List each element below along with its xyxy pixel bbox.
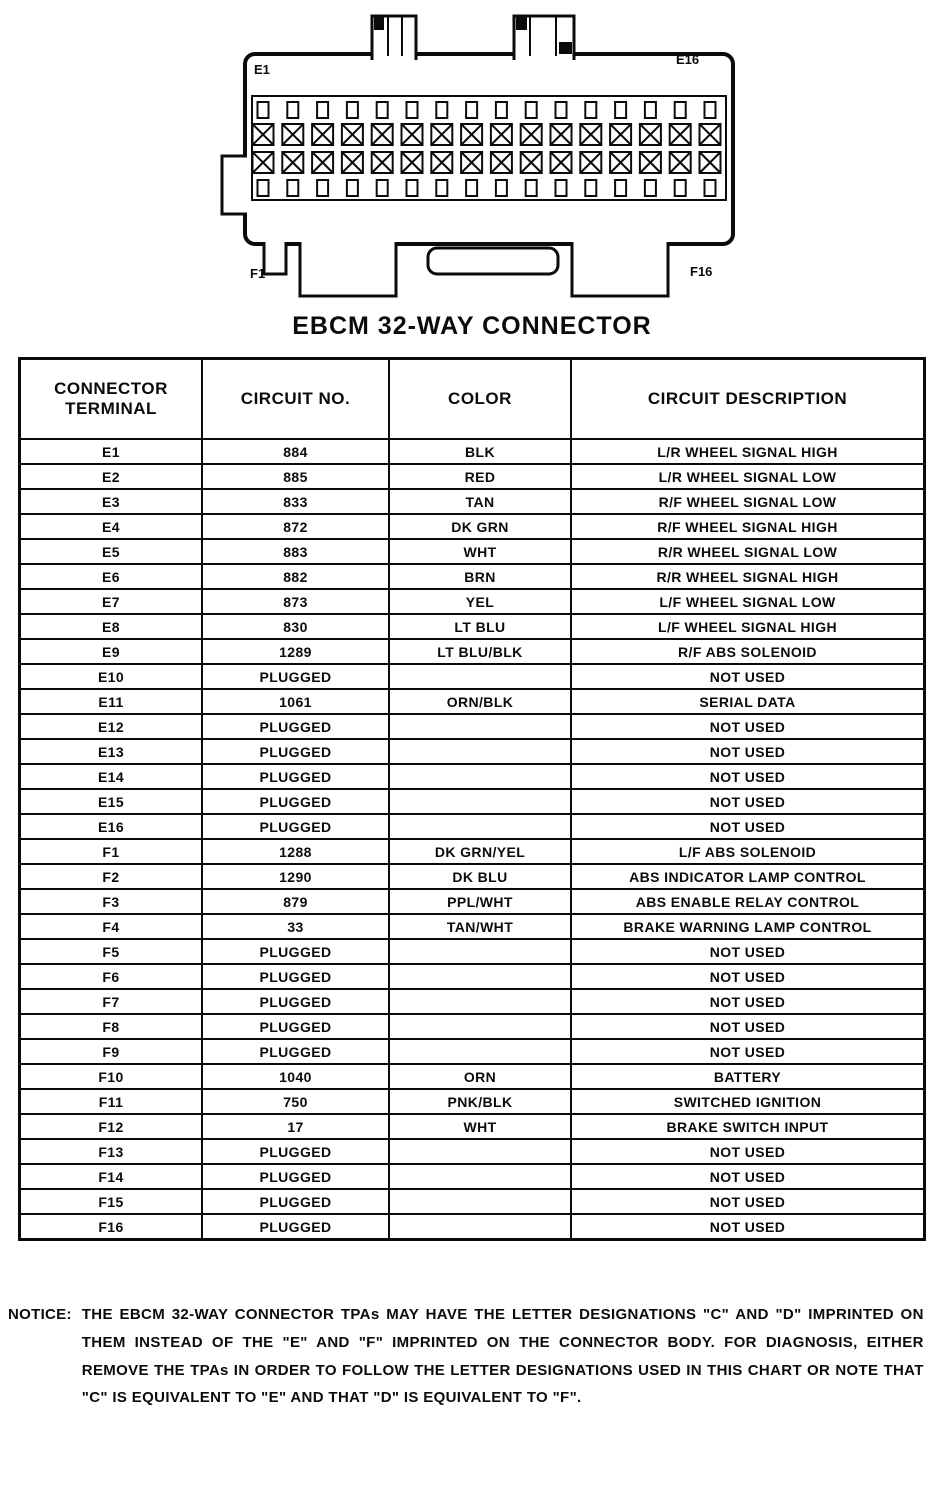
cell-circuit-no: PLUGGED (202, 1164, 389, 1189)
cell-color: RED (389, 464, 571, 489)
cell-color: TAN/WHT (389, 914, 571, 939)
table-row (20, 614, 925, 639)
cell-description: SWITCHED IGNITION (571, 1089, 925, 1114)
pin-slot-icon (436, 180, 447, 196)
cell-terminal: F10 (20, 1064, 203, 1089)
cell-description: NOT USED (571, 964, 925, 989)
cell-terminal: F2 (20, 864, 203, 889)
cell-color: TAN (389, 489, 571, 514)
table-row (20, 839, 925, 864)
cell-terminal: F4 (20, 914, 203, 939)
cell-terminal: E7 (20, 589, 203, 614)
cell-terminal: E2 (20, 464, 203, 489)
cell-color: BRN (389, 564, 571, 589)
cell-description: L/F WHEEL SIGNAL HIGH (571, 614, 925, 639)
pin-slot-icon (526, 180, 537, 196)
cell-description: BRAKE SWITCH INPUT (571, 1114, 925, 1139)
pin-slot-icon (705, 180, 716, 196)
table-row (20, 889, 925, 914)
connector-diagram (0, 6, 944, 308)
cell-description: NOT USED (571, 989, 925, 1014)
connector-label-e1: E1 (254, 62, 270, 77)
table-row (20, 1214, 925, 1240)
pin-slot-icon (407, 180, 418, 196)
cell-color (389, 1164, 571, 1189)
table-row (20, 689, 925, 714)
pin-slot-icon (496, 180, 507, 196)
pin-slot-icon (347, 102, 358, 118)
cell-circuit-no: 1061 (202, 689, 389, 714)
pin-slot-icon (556, 180, 567, 196)
table-row (20, 1039, 925, 1064)
pin-slot-icon (645, 180, 656, 196)
cell-description: NOT USED (571, 1164, 925, 1189)
table-row (20, 1064, 925, 1089)
cell-terminal: E1 (20, 439, 203, 464)
cell-color (389, 1214, 571, 1240)
pinout-table-body (20, 439, 925, 1240)
cell-circuit-no: 1288 (202, 839, 389, 864)
cell-terminal: F14 (20, 1164, 203, 1189)
cell-terminal: E6 (20, 564, 203, 589)
cell-description: NOT USED (571, 789, 925, 814)
cell-circuit-no: 17 (202, 1114, 389, 1139)
header-color: COLOR (389, 359, 571, 440)
cell-terminal: F16 (20, 1214, 203, 1240)
cell-terminal: E16 (20, 814, 203, 839)
cell-terminal: E12 (20, 714, 203, 739)
cell-description: R/R WHEEL SIGNAL LOW (571, 539, 925, 564)
pin-slot-icon (377, 102, 388, 118)
cell-color: PNK/BLK (389, 1089, 571, 1114)
cell-color: DK GRN/YEL (389, 839, 571, 864)
cell-terminal: F9 (20, 1039, 203, 1064)
cell-description: BATTERY (571, 1064, 925, 1089)
table-row (20, 939, 925, 964)
cell-description: NOT USED (571, 814, 925, 839)
pin-slot-icon (556, 102, 567, 118)
cell-circuit-no: 33 (202, 914, 389, 939)
table-row (20, 914, 925, 939)
cell-color (389, 1189, 571, 1214)
cell-terminal: F6 (20, 964, 203, 989)
table-row (20, 1114, 925, 1139)
cell-description: R/R WHEEL SIGNAL HIGH (571, 564, 925, 589)
left-bracket (222, 156, 247, 214)
cell-terminal: F8 (20, 1014, 203, 1039)
cell-color: WHT (389, 1114, 571, 1139)
top-tab-2-lock (516, 16, 527, 30)
cell-terminal: F15 (20, 1189, 203, 1214)
cell-terminal: F12 (20, 1114, 203, 1139)
cell-terminal: E14 (20, 764, 203, 789)
pin-slot-icon (645, 102, 656, 118)
cell-description: R/F ABS SOLENOID (571, 639, 925, 664)
cell-circuit-no: 1290 (202, 864, 389, 889)
cell-description: NOT USED (571, 664, 925, 689)
cell-terminal: E15 (20, 789, 203, 814)
cell-description: NOT USED (571, 1189, 925, 1214)
cell-circuit-no: 882 (202, 564, 389, 589)
cell-circuit-no: PLUGGED (202, 1139, 389, 1164)
cell-color (389, 714, 571, 739)
cell-circuit-no: 885 (202, 464, 389, 489)
cell-circuit-no: 883 (202, 539, 389, 564)
cell-color: DK BLU (389, 864, 571, 889)
cell-terminal: E4 (20, 514, 203, 539)
pin-slot-icon (436, 102, 447, 118)
cell-circuit-no: 872 (202, 514, 389, 539)
cell-terminal: E13 (20, 739, 203, 764)
cell-color: WHT (389, 539, 571, 564)
bottom-center-slot (428, 248, 558, 274)
notice-section (8, 1301, 936, 1412)
cell-terminal: F5 (20, 939, 203, 964)
cell-color: BLK (389, 439, 571, 464)
table-row (20, 864, 925, 889)
notice-text: THE EBCM 32-WAY CONNECTOR TPAs MAY HAVE THE LETTER DESIGNATIONS "C" AND "D" IMPRINTED ON THEM INSTEAD OF THE "E" AND "F" IMPRINTED ON THE CONNECTOR BODY. FOR DIAGNOSIS, EITHER REMOVE THE TPAs IN ORDER TO FOLLOW THE LETTER DESIGNATIONS USED IN THIS CHART OR NOTE THAT "C" IS EQUIVALENT TO "E" AND THAT "D" IS EQUIVALENT TO "F". (81, 1306, 924, 1407)
table-row (20, 1089, 925, 1114)
cell-terminal: E10 (20, 664, 203, 689)
cell-circuit-no: 1040 (202, 1064, 389, 1089)
cell-color: LT BLU (389, 614, 571, 639)
pin-slot-icon (615, 102, 626, 118)
cell-circuit-no: PLUGGED (202, 1014, 389, 1039)
cell-circuit-no: 750 (202, 1089, 389, 1114)
connector-label-e16: E16 (676, 52, 700, 67)
cell-color: PPL/WHT (389, 889, 571, 914)
cell-color (389, 739, 571, 764)
pin-slot-icon (496, 102, 507, 118)
table-row (20, 1189, 925, 1214)
cell-circuit-no: PLUGGED (202, 714, 389, 739)
cell-color (389, 939, 571, 964)
bottom-tab-2 (572, 242, 668, 296)
cell-description: NOT USED (571, 939, 925, 964)
cell-circuit-no: PLUGGED (202, 664, 389, 689)
top-tab-1-lock (374, 16, 384, 30)
cell-description: SERIAL DATA (571, 689, 925, 714)
cell-color (389, 989, 571, 1014)
cell-description: NOT USED (571, 739, 925, 764)
table-row (20, 714, 925, 739)
pin-slot-icon (317, 180, 328, 196)
cell-color: YEL (389, 589, 571, 614)
table-row (20, 639, 925, 664)
cell-description: L/R WHEEL SIGNAL LOW (571, 464, 925, 489)
cell-color: ORN (389, 1064, 571, 1089)
table-row (20, 1164, 925, 1189)
cell-description: R/F WHEEL SIGNAL HIGH (571, 514, 925, 539)
cell-terminal: E8 (20, 614, 203, 639)
cell-circuit-no: 879 (202, 889, 389, 914)
pin-slot-icon (675, 180, 686, 196)
cell-terminal: E9 (20, 639, 203, 664)
cell-description: R/F WHEEL SIGNAL LOW (571, 489, 925, 514)
cell-terminal: E5 (20, 539, 203, 564)
table-row (20, 1014, 925, 1039)
cell-color (389, 814, 571, 839)
cell-circuit-no: PLUGGED (202, 964, 389, 989)
cell-terminal: F3 (20, 889, 203, 914)
table-row (20, 664, 925, 689)
cell-terminal: E3 (20, 489, 203, 514)
cell-circuit-no: PLUGGED (202, 1189, 389, 1214)
notice-label: NOTICE: (8, 1306, 72, 1323)
table-row (20, 1139, 925, 1164)
pin-slot-icon (466, 102, 477, 118)
header-circuit-no: CIRCUIT NO. (202, 359, 389, 440)
pin-array (253, 102, 721, 196)
cell-description: L/R WHEEL SIGNAL HIGH (571, 439, 925, 464)
connector-body-outline (245, 54, 733, 244)
table-row (20, 489, 925, 514)
table-row (20, 789, 925, 814)
table-row (20, 514, 925, 539)
cell-terminal: F13 (20, 1139, 203, 1164)
cell-terminal: F11 (20, 1089, 203, 1114)
bottom-notch-left (264, 242, 286, 274)
cell-description: NOT USED (571, 714, 925, 739)
cell-color: LT BLU/BLK (389, 639, 571, 664)
cell-description: NOT USED (571, 1014, 925, 1039)
cell-color (389, 1039, 571, 1064)
cell-description: NOT USED (571, 1139, 925, 1164)
pin-slot-icon (287, 102, 298, 118)
table-row (20, 589, 925, 614)
cell-description: BRAKE WARNING LAMP CONTROL (571, 914, 925, 939)
table-row (20, 964, 925, 989)
cell-terminal: E11 (20, 689, 203, 714)
pin-slot-icon (466, 180, 477, 196)
cell-terminal: F7 (20, 989, 203, 1014)
table-row (20, 739, 925, 764)
cell-circuit-no: 830 (202, 614, 389, 639)
table-row (20, 439, 925, 464)
cell-circuit-no: 833 (202, 489, 389, 514)
pin-slot-icon (258, 102, 269, 118)
pin-slot-icon (347, 180, 358, 196)
cell-circuit-no: PLUGGED (202, 789, 389, 814)
table-row (20, 814, 925, 839)
cell-color: DK GRN (389, 514, 571, 539)
figure-title: EBCM 32-WAY CONNECTOR (292, 312, 652, 340)
pin-slot-icon (585, 102, 596, 118)
pin-slot-icon (407, 102, 418, 118)
cell-color (389, 789, 571, 814)
cell-circuit-no: PLUGGED (202, 939, 389, 964)
connector-label-f1: F1 (250, 266, 266, 281)
header-row (20, 359, 925, 440)
cell-circuit-no: PLUGGED (202, 739, 389, 764)
cell-description: NOT USED (571, 764, 925, 789)
cell-description: NOT USED (571, 1039, 925, 1064)
cell-color (389, 1014, 571, 1039)
pin-slot-icon (287, 180, 298, 196)
cell-circuit-no: PLUGGED (202, 1214, 389, 1240)
pin-slot-icon (615, 180, 626, 196)
cell-terminal: F1 (20, 839, 203, 864)
header-connector-terminal: CONNECTOR TERMINAL (20, 359, 203, 440)
cell-circuit-no: PLUGGED (202, 989, 389, 1014)
cell-description: ABS ENABLE RELAY CONTROL (571, 889, 925, 914)
cell-circuit-no: PLUGGED (202, 814, 389, 839)
pinout-table (18, 357, 926, 1241)
cell-description: NOT USED (571, 1214, 925, 1240)
cell-color (389, 764, 571, 789)
header-circuit-description: CIRCUIT DESCRIPTION (571, 359, 925, 440)
table-row (20, 564, 925, 589)
cell-circuit-no: 1289 (202, 639, 389, 664)
pin-slot-icon (526, 102, 537, 118)
pin-slot-icon (377, 180, 388, 196)
pin-slot-icon (585, 180, 596, 196)
pin-slot-icon (258, 180, 269, 196)
cell-description: L/F ABS SOLENOID (571, 839, 925, 864)
pin-slot-icon (675, 102, 686, 118)
cell-description: ABS INDICATOR LAMP CONTROL (571, 864, 925, 889)
cell-circuit-no: 873 (202, 589, 389, 614)
cell-color: ORN/BLK (389, 689, 571, 714)
cell-description: L/F WHEEL SIGNAL LOW (571, 589, 925, 614)
table-row (20, 464, 925, 489)
bottom-tab-1 (300, 242, 396, 296)
table-row (20, 764, 925, 789)
connector-label-f16: F16 (690, 264, 713, 279)
cell-circuit-no: PLUGGED (202, 1039, 389, 1064)
pin-slot-icon (317, 102, 328, 118)
table-row (20, 989, 925, 1014)
cell-circuit-no: PLUGGED (202, 764, 389, 789)
cell-color (389, 664, 571, 689)
cell-color (389, 1139, 571, 1164)
cell-circuit-no: 884 (202, 439, 389, 464)
cell-color (389, 964, 571, 989)
connector-keying-mark (559, 42, 572, 54)
pin-slot-icon (705, 102, 716, 118)
table-row (20, 539, 925, 564)
